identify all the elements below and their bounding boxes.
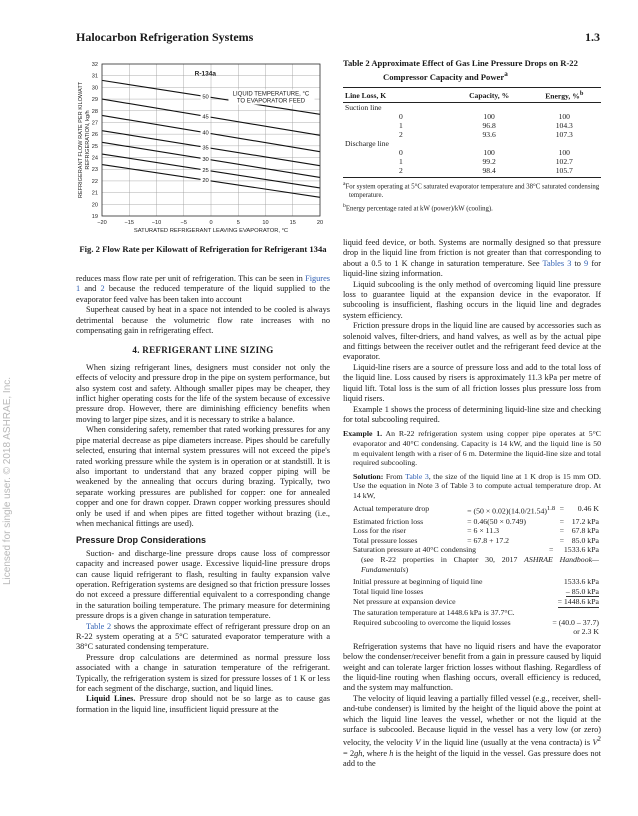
y-tick-label: 23 [91,167,98,174]
chart-title: R-134a [194,70,216,78]
left-column [76,274,330,715]
flow-rate-chart [74,56,336,242]
table-9-link[interactable]: 9 [584,258,589,268]
paragraph: Superheat caused by heat in a space not intended to be cooled is always detrimental because the volumetric flow rate increases with no compensating gain in refrigerating effect. [76,305,330,336]
series-label-20: 20 [202,178,209,185]
example-1: Example 1. An R-22 refrigeration system using copper pipe operates at 5°C evaporator and 40°C condensing. Capacity is 14 kW, and the liquid line is 50 m equivalent length with a riser of 6 m. Determine the liquid-line size and total required subcooling. [343,429,601,468]
paragraph: Liquid Lines. Pressure drop should not be so large as to cause gas formation in the liquid line, insufficient liquid pressure at the [76,694,330,714]
calc-row: The saturation temperature at 1448.6 kPa is 37.7°C. [353,608,515,617]
paragraph: When sizing refrigerant lines, designers must consider not only the effects of velocity and pressure drop in the pipe on system performance, but also system cost and safety. Although smaller pipes may be cheaper, they inflict higher operating costs for the life of the system because of excessive pressure drop. However, there are diminishing efficiency benefits when moving to larger pipe sizes, and it is necessary to strike a balance. [76,362,330,424]
calc-row: Net pressure at expansion device = 1448.6 kPa [353,597,599,607]
table-caption: Table 2 Approximate Effect of Gas Line Pressure Drops on R-22 Compressor Capacity and Power$^a$ [343,58,578,82]
x-tick-label: 0 [209,220,213,226]
x-tick-label: 10 [262,220,269,226]
table-row: 0 100 100 [399,148,570,158]
table-3-link[interactable]: Table 3 [405,471,429,481]
section-heading: 4. REFRIGERANT LINE SIZING [132,345,274,356]
y-tick-label: 27 [91,120,98,127]
y-tick-label: 26 [91,132,98,139]
x-tick-label: 20 [316,220,324,226]
calc-row: Estimated friction loss = 0.46(50 × 0.749) = 17.2 kPa [353,516,599,526]
paragraph: Example 1 shows the process of determining liquid-line size and checking for total subcooling required. [343,404,601,424]
table-row: 2 93.6 107.3 [399,130,573,140]
subsection-heading: Pressure Drop Considerations [76,535,207,546]
page-number: 1.3 [585,30,600,44]
running-header-title: Halocarbon Refrigeration Systems [76,30,254,44]
pressure-drop-table [343,87,601,179]
y-tick-label: 20 [91,202,98,209]
table-row: 1 96.8 104.3 [399,121,573,131]
right-column [343,238,601,769]
paragraph: When considering safety, remember that rated working pressures for any pipe material decrease as pipe diameters increase. Pipes should be carefully selected, ensuring that internal system pressures will not exceed the pipe's rated working pressure while the system is in operation or at standstill. It is also important to understand that any brazed copper piping will be weakened by the annealing that occurs during brazing. Typically, two separate working pressures are published for copper: one for annealed copper and one for drawn copper. Drawn copper working pressures should only be used if and when pipes are fitted together without brazing (i.e., when mechanical fittings are used). [76,425,330,528]
figure-caption: Fig. 2 Flow Rate per Kilowatt of Refrigeration for Refrigerant 134a [79,244,327,254]
paragraph: Liquid-line risers are a source of pressure loss and add to the total loss of the liquid line. Loss caused by risers is approximately 11.3 kPa per metre of liquid lift. Total loss is the sum of all friction losses plus pressure loss from liquid risers. [343,362,601,404]
license-watermark: Licensed for single user. © 2018 ASHRAE, Inc. [2,376,13,585]
figure-2-link[interactable]: 2 [100,284,105,294]
paragraph: Suction- and discharge-line pressure drops cause loss of compressor capacity and increased power usage. Excessive liquid-line pressure drops can cause liquid refrigerant to flash, resulting in faulty expansion valve operation. Refrigeration systems are designed so that friction pressure losses do not exceed a pressure differential equivalent to a corresponding change in the saturation boiling temperature. The primary measure for determining pressure drops is a given change in saturation temperature. [76,548,330,621]
table-group-label: Discharge line [345,139,389,149]
calc-row: Saturation pressure at 40°C condensing = 1533.6 kPa [353,545,599,555]
calc-row: Loss for the riser = 6 × 11.3 = 67.8 kPa [353,526,599,536]
y-tick-label: 19 [91,214,98,220]
y-tick-label: 21 [91,190,98,197]
paragraph: Table 2 shows the approximate effect of refrigerant pressure drop on an R-22 system operating at a 5°C saturated evaporator temperature with a 38°C saturated condensing temperature. [76,621,330,652]
x-tick-label: −15 [124,220,134,226]
paragraph: liquid feed device, or both. Systems are normally designed so that pressure drop in the liquid line from friction is not greater than that corresponding to about a 0.5 to 1 K change in saturation temperature. See Tables 3 to 9 for liquid-line sizing information. [343,238,601,279]
y-tick-label: 28 [91,108,98,115]
paragraph: reduces mass flow rate per unit of refrigeration. This can be seen in Figures 1 and 2 because the reduced temperature of the liquid supplied to the evaporator feed valve has been taken into account [76,274,330,304]
paragraph: Liquid subcooling is the only method of overcoming liquid line pressure loss to guarantee liquid at the expansion device in the evaporator. If subcooling is insufficient, flashing occurs in the liquid line and degrades system efficiency. [343,279,601,320]
calc-row: Actual temperature drop = $(50 \times 0.02)(14.0/21.54)^{1.8}$ = 0.46 K [353,504,599,517]
solution: Solution: From Table 3, the size of the liquid line at 1 K drop is 15 mm OD. Use the equation in Note 3 of Table 3 to compute actual temperature drop. At 14 kW, [353,471,602,500]
table-row: 2 98.4 105.7 [343,166,601,178]
x-tick-label: 5 [236,220,240,226]
y-tick-label: 22 [91,178,98,185]
x-tick-label: 15 [289,220,296,226]
series-label-25: 25 [202,168,209,175]
series-label-35: 35 [202,145,209,152]
table-group-label: Suction line [345,103,382,113]
calc-row: Initial pressure at beginning of liquid line 1533.6 kPa [353,577,599,587]
y-tick-label: 30 [91,85,98,92]
col-header-line-loss: Line Loss, K [343,87,451,103]
table-footnote-b: $^b$Energy percentage rated at kW (power)/kW (cooling). [343,203,493,213]
y-tick-label: 25 [91,143,98,150]
series-label-30: 30 [202,157,209,163]
col-header-capacity: Capacity, % [451,87,528,103]
series-label-40: 40 [202,130,209,137]
calc-row: Required subcooling to overcome the liquid losses = (40.0 – 37.7) [353,617,599,627]
x-tick-label: −10 [151,220,162,226]
paragraph: The velocity of liquid leaving a partially filled vessel (e.g., receiver, shell-and-tube condenser) is limited by the height of the liquid above the point at which the liquid line leaves the vessel, whether or not the liquid at the surface is subcooled. Because liquid in the vessel has a very low (or zero) velocity, the velocity V in the liquid line (usually at the vena contracta) is $V^2 = 2gh$, where h is the height of the liquid in the vessel. Gas pressure does not add to the [343,693,601,769]
paragraph: Refrigeration systems that have no liquid risers and have the evaporator below the condenser/receiver benefit from a gain in pressure caused by liquid weight and can tolerate larger friction losses without flashing. Regardless of the liquid-line routing when flashing occurs, overall efficiency is reduced, and the system may malfunction. [343,641,601,693]
calc-row: or 2.3 K [573,627,599,637]
series-label-45: 45 [202,114,209,121]
table-2 [343,58,601,214]
calculation-block [353,504,599,636]
y-tick-label: 31 [91,73,98,80]
table-row: 1 99.2 102.7 [399,157,573,167]
table-2-link[interactable]: Table 2 [86,621,112,631]
y-tick-label: 32 [91,62,98,68]
calc-row: Total pressure losses = 67.8 + 17.2 = 85.0 kPa [353,535,599,545]
x-tick-label: −5 [180,220,187,226]
y-tick-label: 29 [91,97,98,104]
table-footnote-a: $^a$For system operating at 5°C saturated evaporator temperature and 38°C saturated condensing temperature. [343,181,600,199]
paragraph: Pressure drop calculations are determined as normal pressure loss associated with a change in saturation temperature of the refrigerant. Typically, the refrigeration system is sized for pressure losses of 1 K or less for each segment of the discharge, suction, and liquid lines. [76,652,330,694]
chart-x-axis-label: SATURATED REFRIGERANT LEAVING EVAPORATOR, °C [133,228,289,234]
table-row: 0 100 100 [399,112,570,122]
chart-annotation: LIQUID TEMPERATURE, °C TO EVAPORATOR FEED [232,91,310,105]
tables-3-link[interactable]: Tables 3 [542,258,572,268]
y-tick-label: 24 [91,155,98,162]
chart-y-axis-label: REFRIGERANT FLOW RATE PER KILOWATTREFRIGERATION, kg/h [78,81,91,199]
figures-1-link[interactable]: Figures 1 [76,274,330,294]
paragraph: Friction pressure drops in the liquid line are caused by accessories such as solenoid valves, filter-driers, and hand valves, as well as by the actual pipe and fittings between the receiver outlet and the refrigerant feed device at the evaporator. [343,321,601,362]
series-label-50: 50 [202,94,209,101]
col-header-energy: Energy, %$^b$ [528,87,601,103]
calc-note: (see R-22 properties in Chapter 30, 2017 ASHRAE Handbook—Fundamentals) [361,555,599,574]
calc-row: Total liquid line losses – 85.0 kPa [353,586,599,596]
x-tick-label: −20 [97,220,107,226]
